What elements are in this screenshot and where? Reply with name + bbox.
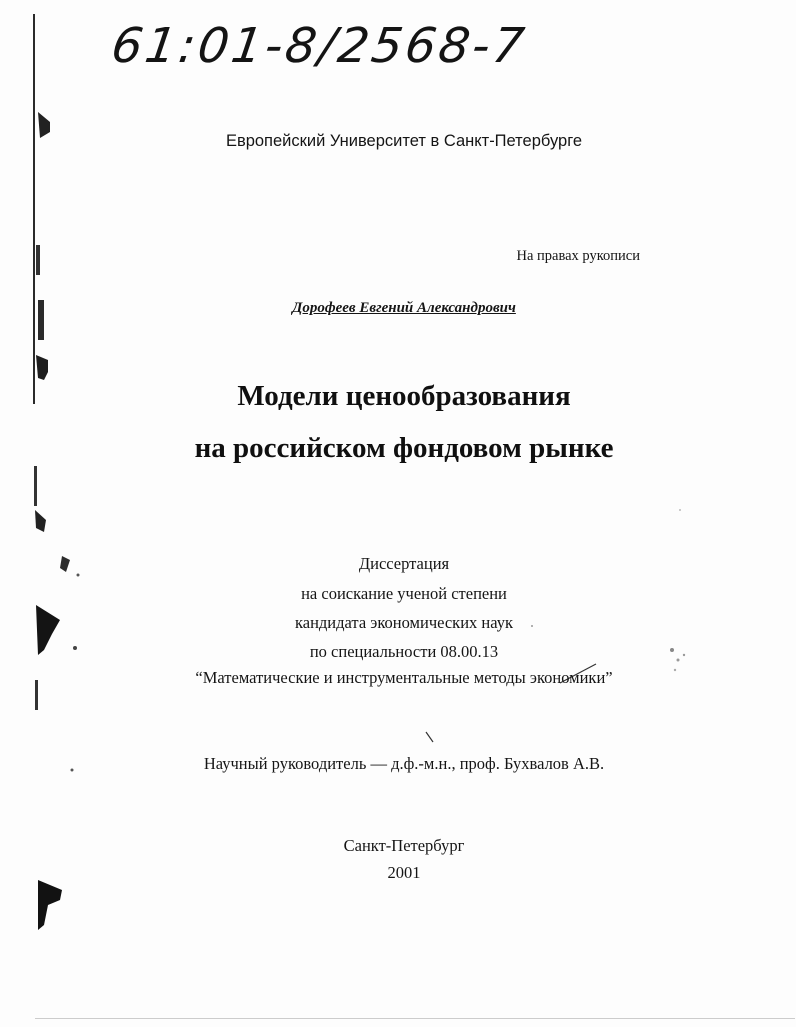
edge-mark — [36, 245, 40, 275]
title-line-2: на российском фондовом рынке — [194, 432, 614, 464]
university-name: Европейский Университет в Санкт-Петербурге — [225, 132, 583, 150]
dissertation-line-5: “Математические и инструментальные методы экономики” — [195, 668, 613, 687]
scientific-advisor: Научный руководитель — д.ф.-м.н., проф. Бухвалов А.В. — [203, 754, 605, 773]
dissertation-line-2: на соискание ученой степени — [301, 584, 507, 603]
edge-mark — [38, 880, 62, 930]
year: 2001 — [387, 863, 421, 882]
edge-mark — [36, 355, 48, 380]
speck — [679, 509, 681, 511]
title-line-1: Модели ценообразования — [237, 380, 571, 412]
dissertation-line-1: Диссертация — [358, 554, 450, 573]
city: Санкт-Петербург — [343, 836, 465, 855]
handwritten-archive-number — [108, 18, 531, 88]
dissertation-line-3: кандидата экономических наук — [294, 613, 513, 632]
pen-stroke — [426, 732, 433, 742]
edge-mark — [34, 466, 37, 506]
edge-mark — [35, 510, 46, 532]
author-name: Дорофеев Евгений Александрович — [292, 300, 516, 316]
left-edge-line — [33, 14, 35, 404]
dissertation-line-4: по специальности 08.00.13 — [309, 642, 499, 661]
edge-mark — [35, 1018, 795, 1019]
archive-number-text: 61:01-8/2568-7 — [108, 18, 531, 74]
manuscript-rights-note: На правах рукописи — [516, 248, 640, 264]
